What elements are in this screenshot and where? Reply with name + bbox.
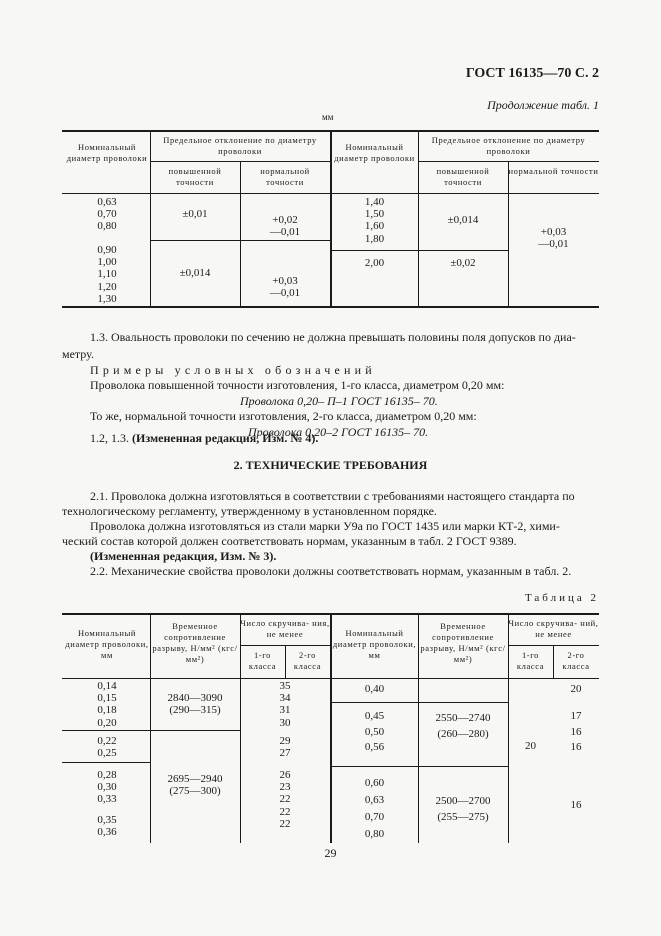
para-2-2: 2.2. Механические свойства проволоки должны соответствовать нормам, указанным в табл. 2. <box>90 564 572 578</box>
t2-col-class2: 2-го класса <box>293 650 322 671</box>
unit-label: мм <box>322 112 334 122</box>
t1-left-high-b: ±0,014 <box>179 267 211 279</box>
para-1-3: 1.3. Овальность проволоки по сечению не должна превышать половины поля допусков по диа- <box>90 330 576 344</box>
t2-right-class2-c: 16 <box>570 799 582 811</box>
t2-col-twists: Число скручива- ния, не менее <box>240 618 330 639</box>
amendment-1-prefix: 1.2, 1.3. <box>90 431 129 445</box>
t2-right-class1: 20 <box>525 740 536 752</box>
table-2-label: Таблица 2 <box>524 592 599 604</box>
t2-left-diam-a: 0,14 0,15 0,18 0,20 <box>97 680 117 729</box>
example-1-text: Проволока повышенной точности изготовления, 1-го класса, диаметром 0,20 мм: <box>90 378 505 392</box>
t2-left-strength-b: 2695—2940 (275—300) <box>167 773 223 798</box>
t1-left-normal-a: +0,02 —0,01 <box>269 214 301 239</box>
table-continuation-label: Продолжение табл. 1 <box>487 98 599 112</box>
t1-col-high: повышенной точности <box>168 166 222 187</box>
para-2-1-c: Проволока должна изготовляться из стали марки У9а по ГОСТ 1435 или марки КТ-2, хими- <box>90 519 560 533</box>
t2-left-twists-a: 35 34 31 30 <box>279 680 291 729</box>
example-2-code: Проволока 0,20–2 ГОСТ 16135– 70. <box>248 425 429 439</box>
t2-left-twists-b: 29 27 <box>279 735 291 760</box>
t1-left-high-a: ±0,01 <box>182 208 208 220</box>
para-2-1-b: технологическому регламенту, утвержденному в установленном порядке. <box>62 504 437 518</box>
amendment-2: (Измененная редакция, Изм. № 3). <box>90 549 277 563</box>
t2-left-diam-d: 0,35 0,36 <box>97 814 117 839</box>
t2-col-nominal-right: Номинальный диаметр проволоки, мм <box>332 628 417 660</box>
t2-left-diam-b: 0,22 0,25 <box>97 735 117 760</box>
t1-col-deviation-right: Предельное отклонение по диаметру проволоки <box>431 135 586 156</box>
t1-left-normal-b: +0,03 —0,01 <box>269 275 301 300</box>
para-1-3-cont: метру. <box>62 347 94 361</box>
amendment-1-note: (Измененная редакция, Изм. № 4). <box>132 431 319 445</box>
t1-right-diameters-b: 2,00 <box>364 257 385 269</box>
standard-header: ГОСТ 16135—70 С. 2 <box>465 66 599 81</box>
t2-left-strength-a: 2840—3090 (290—315) <box>167 692 223 717</box>
t2-right-strength-a: 2550—2740 (260—280) <box>435 712 491 740</box>
t2-right-strength-b: 2500—2700 (255—275) <box>435 795 491 823</box>
t1-col-normal: нормальной точности <box>260 166 310 187</box>
t2-right-diam-c: 0,60 0,63 0,70 0,80 <box>364 777 385 840</box>
t2-col-strength-right: Временное сопротивление разрыву, Н/мм² (кгс/мм²) <box>420 621 506 664</box>
t2-col-twists-right: Число скручива- ний, не менее <box>508 618 599 639</box>
t2-col-class1: 1-го класса <box>248 650 277 671</box>
t1-right-high-b: ±0,02 <box>450 257 476 269</box>
t2-col-nominal: Номинальный диаметр проволоки, мм <box>65 628 149 660</box>
t1-left-diameters-a: 0,63 0,70 0,80 <box>97 196 117 233</box>
t1-col-nominal-right: Номинальный диаметр проволоки <box>334 142 415 163</box>
t1-left-diameters-b: 0,90 1,00 1,10 1,20 1,30 <box>97 244 117 305</box>
t2-col-class2-right: 2-го класса <box>562 650 590 671</box>
t1-right-diameters-a: 1,40 1,50 1,60 1,80 <box>364 196 385 245</box>
t1-col-nominal: Номинальный диаметр проволоки <box>66 142 148 163</box>
t1-right-normal: +0,03 —0,01 <box>538 226 569 251</box>
t2-col-strength: Временное сопротивление разрыву, Н/мм² (кгс/мм²) <box>152 621 238 664</box>
para-2-1-d: ческий состав которой должен соответствовать нормам, указанным в табл. 2 ГОСТ 9389. <box>62 534 517 548</box>
section-heading: 2. ТЕХНИЧЕСКИЕ ТРЕБОВАНИЯ <box>233 458 428 472</box>
t1-col-normal-right: нормальной точности <box>508 166 599 176</box>
t1-col-high-right: повышенной точности <box>436 166 490 187</box>
example-1-code: Проволока 0,20– П–1 ГОСТ 16135– 70. <box>240 394 438 408</box>
example-2-text: То же, нормальной точности изготовления, 2-го класса, диаметром 0,20 мм: <box>90 409 477 423</box>
page-number: 29 <box>324 846 337 860</box>
para-2-1-a: 2.1. Проволока должна изготовляться в соответствии с требованиями настоящего стандарта по <box>90 489 575 503</box>
t2-right-class2-a: 20 <box>570 683 582 695</box>
t2-left-twists-c: 26 23 22 22 22 <box>279 769 291 830</box>
t2-right-diam-b: 0,45 0,50 0,56 <box>364 710 385 753</box>
t2-col-class1-right: 1-го класса <box>516 650 545 671</box>
t1-right-high-a: ±0,014 <box>447 214 479 226</box>
examples-title: Примеры условных обозначений <box>90 363 376 377</box>
t1-col-deviation: Предельное отклонение по диаметру проволоки <box>163 135 317 156</box>
t2-right-diam-a: 0,40 <box>364 683 385 695</box>
t2-left-diam-c: 0,28 0,30 0,33 <box>97 769 117 806</box>
amendment-1 <box>90 429 318 447</box>
t2-right-class2-b: 17 16 16 <box>570 710 582 753</box>
